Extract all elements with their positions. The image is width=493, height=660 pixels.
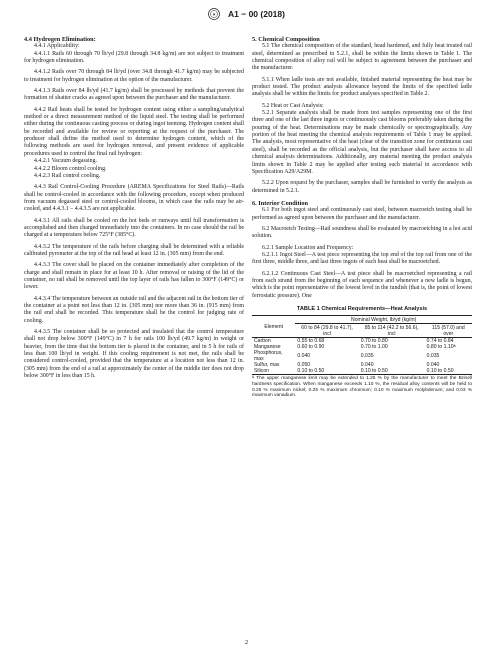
paragraph: 4.4.1.1 Rails 60 through 70 lb/yd (29.8 through 34.8 kg/m) are not subject to treatment for hydrogen elimination. [24, 50, 244, 65]
paragraph: 5.1 The chemical composition of the standard, head hardened, and fully heat treated rail steel, determined as prescribed in 5.2.1, shall be within the limits shown in Table 1. The chemical composition of alloy rail will be subject to agreement between the purchaser and the manufacturer. [252, 43, 472, 72]
nominal-weight-header: Nominal Weight, lb/yd (kg/m) [295, 316, 472, 324]
paragraph: 6.1 For both ingot steel and continuously cast steel, between macroetch testing shall be performed as agreed upon between the purchaser and the manufacturer. [252, 207, 472, 221]
table-row [252, 350, 472, 362]
table-cell: 0.60 to 0.90 [297, 344, 325, 351]
weight-class-header: 115 (57.0) and over [425, 324, 472, 338]
paragraph: 6.2.1.1 Ingot Steel—A test piece representing the top end of the top rail from one of the first three, middle three, and last three ingots of each heat shall be macroetched. [252, 251, 472, 266]
paragraph: 6.2.1 Sample Location and Frequency: [262, 244, 354, 251]
table-cell: 0.55 to 0.68 [297, 338, 325, 345]
table-footnote: ᴬ The upper manganese limit may be extended to 1.25 % by the manufacturer to meet the Brinell hardness specification. When manganese exceeds 1.10 %, the residual alloy contents will be held to 0.25 % maximum nickel; 0.25 % maximum chromium; 0.10 % maximum molybdenum; and 0.03 % maximum vanadium. [252, 376, 472, 399]
paragraph: 4.4.2.3 Rail control cooling. [34, 172, 101, 179]
table-cell: 0.040 [297, 353, 311, 360]
left-column [24, 36, 244, 380]
table-cell: 0.040 [360, 362, 374, 369]
element-header: Element [252, 316, 295, 338]
svg-text:A: A [212, 12, 216, 17]
table-cell: 0.10 to 0.50 [295, 368, 358, 375]
paragraph: 4.4.3.3 The cover shall be placed on the container immediately after completion of the charge and shall remain in place for at least 10 h. After removal or raising of the lid of the container, no rail shall be removed until the top layer of rails has fallen to 300°F (149°C) or lower. [24, 262, 244, 291]
chemical-requirements-table [252, 306, 472, 399]
astm-logo-icon [208, 8, 220, 20]
paragraph: 5.2 Heat or Cast Analysis: [262, 102, 324, 109]
table-cell: 0.70 to 0.80 [360, 338, 388, 345]
paragraph: 5.1.1 When ladle tests are not available, finished material representing the heat may be product tested. The product analysis allowance beyond the limits of the specified ladle analysis shall be within the limits for product analyses specified in Table 2. [252, 76, 472, 98]
element-name: Phosphorus, max [254, 350, 283, 363]
table-cell: 0.035 [426, 353, 440, 360]
paragraph: 4.4.2.2 Bloom control cooling. [34, 165, 107, 172]
weight-class-header: 85 to 114 (42.2 to 56.6), incl [359, 324, 425, 338]
table-cell: 0.10 to 0.50 [425, 368, 472, 375]
paragraph: 4.4.3.2 The temperature of the rails before charging shall be determined with a reliable calibrated pyrometer at the top of the rail head at least 12 in. (305 mm) from the end. [24, 243, 244, 257]
table-row [252, 368, 472, 375]
paragraph: 4.4.2.1 Vacuum degassing. [34, 158, 98, 165]
right-column-text [252, 36, 472, 300]
paragraph: 4.4.3.1 All rails shall be cooled on the hot beds or runways until full transformation is accomplished and then charged immediately into the containers. In no case should the rail be charged at a temperature below 725°F (385°C). [24, 217, 244, 239]
element-name: Sulfur, max [254, 362, 280, 369]
table-cell: 0.80 to 1.10ᴬ [426, 344, 456, 351]
paragraph: 5.2.2 Upon request by the purchaser, samples shall be furnished to verify the analysis as determined in 5.2.1. [252, 180, 472, 194]
table-grid [252, 315, 472, 375]
paragraph: 4.4.1.3 Rails over 84 lb/yd (41.7 kg/m) shall be processed by methods that prevent the formation of shatter cracks as agreed upon between the purchaser and the manufacturer. [24, 88, 244, 102]
table-cell: 0.10 to 0.50 [359, 368, 425, 375]
section-heading: 5. Chemical Composition [252, 36, 320, 43]
paragraph: 4.4.2 Rail heats shall be tested for hydrogen content using either a sampling/analytical method or a direct measurement method of the liquid steel. The testing shall be performed either during the continuous casting process or during ingot teeming. Hydrogen content shall be recorded and available for review or reporting at the request of the purchaser. The producer shall define the method used to determine hydrogen content, which of the following methods are used for hydrogen removal, and present evidence of applicable procedures used to control the final rail hydrogen: [24, 106, 244, 157]
table-title: TABLE 1 Chemical Requirements—Heat Analysis [296, 306, 428, 312]
table-cell: 0.74 to 0.84 [426, 338, 454, 345]
table-cell: 0.040 [426, 362, 440, 369]
weight-class-header: 60 to 84 (29.8 to 41.7), incl [295, 324, 358, 338]
right-column [252, 36, 472, 399]
document-designation: A1 − 00 (2018) [228, 9, 285, 20]
table-cell: 0.70 to 1.00 [360, 344, 388, 351]
element-name: Carbon [254, 338, 271, 345]
page-header [0, 5, 493, 23]
section-heading: 4.4 Hydrogen Elimination: [24, 36, 96, 43]
paragraph: 5.2.1 Separate analysis shall be made from test samples representing one of the first three and one of the last three ingots or continuously cast blooms preferably taken during the pouring of the heat. Determinations may be made chemically or spectrographically. Any portion of the heat meeting the chemical analysis requirements of Table 1 may be applied. The analysis, most representative of the heat (clear of the transition zone for continuous cast steel), shall be recorded as the official analysis, but the purchaser shall have access to all chemical analysis determinations. Additionally, any material meeting the product analysis limits shown in Table 2 may be applied after testing such material in accordance with Specification A29/A29M. [252, 110, 472, 175]
paragraph: 6.2.1.2 Continuous Cast Steel—A test piece shall be macroetched representing a rail from each strand from the beginning of each sequence and whenever a new ladle is begun, which is the point representative of the lowest level in the tundish (that is, the point of lowest ferrostatic pressure). One [252, 270, 472, 299]
paragraph: 6.2 Macroetch Testing—Rail soundness shall be evaluated by macroetching in a hot acid solution. [252, 225, 472, 240]
page-number: 2 [244, 639, 249, 646]
table-cell: 0.050 [297, 362, 311, 369]
paragraph: 4.4.3 Rail Control-Cooling Procedure (AREMA Specifications for Steel Rails)—Rails shall be control-cooled in accordance with the following procedure, except when produced from vacuum degassed steel or control-cooled blooms, in which case the rails may be air-cooled, and 4.4.3.1 – 4.4.3.5 are not applicable. [24, 184, 244, 213]
table-cell: 0.035 [360, 353, 374, 360]
paragraph: 4.4.1.2 Rails over 70 through 84 lb/yd (over 34.8 through 41.7 kg/m) may be subjected to treatment for hydrogen elimination at the option of the manufacturer. [24, 69, 244, 83]
paragraph: 4.4.1 Applicability: [34, 43, 80, 50]
element-name: Manganese [254, 344, 281, 351]
section-heading: 6. Interior Condition [252, 199, 309, 207]
paragraph: 4.4.3.4 The temperature between an outside rail and the adjacent rail in the bottom tier of the container at a point not less than 12 in. (305 mm) nor more than 36 in. (915 mm) from the rail end shall be recorded. This temperature shall be the control for judging rate of cooling. [24, 295, 244, 324]
element-name: Silicon [252, 368, 295, 375]
paragraph: 4.4.3.5 The container shall be so protected and insulated that the control temperature shall not drop below 300°F (149°C) in 7 h for rails 100 lb/yd (49.7 kg/m) in weight or heavier, from the time that the bottom tier is placed in the container, and in 5 h for rails of less than 100 lb/yd in weight. If this cooling requirement is not met, the rails shall be considered control-cooled, provided that the temperature at a location not less than 12 in. (305 mm) from the end of a rail at approximately the center of the middle tier does not drop below 300°F in less than 15 h. [24, 329, 244, 380]
